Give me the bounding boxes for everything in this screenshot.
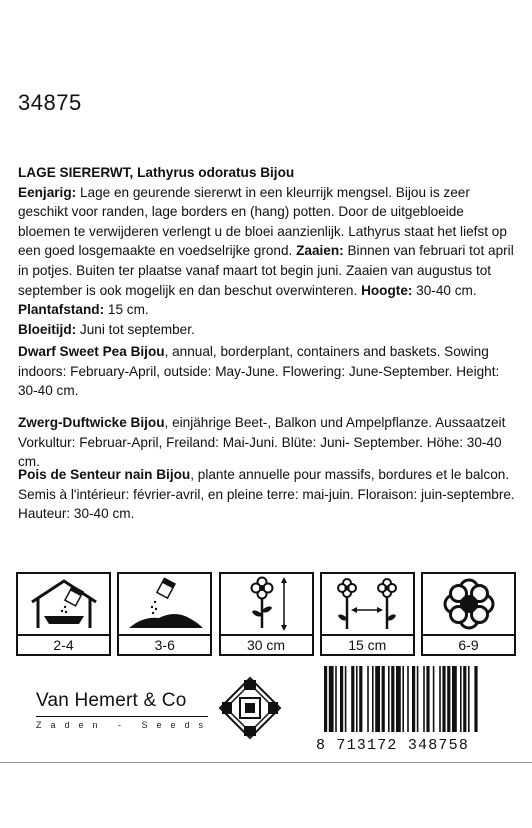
barcode-bar [452, 666, 457, 732]
label-annual: Eenjarig: [18, 184, 77, 200]
english-description [18, 342, 518, 401]
french-name: Pois de Senteur nain Bijou [18, 467, 191, 482]
label-flowering: Bloeitijd: [18, 321, 77, 337]
barcode-bar [402, 666, 404, 732]
english-name: Dwarf Sweet Pea Bijou [18, 344, 165, 359]
label-sowing: Zaaien: [296, 243, 344, 259]
brand-divider [36, 716, 208, 717]
brand-badge-icon [218, 676, 282, 740]
barcode-bar [474, 666, 477, 732]
outdoor-sowing-icon [125, 576, 205, 632]
label-spacing: Plantafstand: [18, 302, 105, 318]
barcode-bar [351, 666, 354, 732]
german-description [18, 413, 518, 472]
barcode-bar [439, 666, 441, 732]
barcode-bar [329, 666, 334, 732]
article-number: 34875 [18, 90, 82, 115]
french-text: , plante annuelle pour massifs, bordures et le balcon. Semis à l'intérieur: février-avril, en pleine terre: mai-juin. Floraison: juin-septembre. Hauteur: 30-40 cm. [18, 467, 515, 522]
barcode-digits: 8 713172 348758 [316, 737, 470, 754]
bottom-divider [0, 762, 532, 763]
barcode-bar [412, 666, 415, 732]
dutch-text-5: Juni tot september. [76, 321, 195, 337]
barcode-bar [407, 666, 409, 732]
plant-height-icon [226, 576, 306, 632]
dutch-text-4: 15 cm. [104, 302, 149, 318]
barcode-bar [340, 666, 343, 732]
plant-spacing-value: 15 cm [348, 637, 387, 653]
tile-outdoor-sowing [117, 572, 212, 656]
tile-plant-spacing [320, 572, 415, 656]
product-barcode [322, 666, 518, 736]
barcode-bar [391, 666, 394, 732]
french-description [18, 465, 518, 524]
barcode-bar [463, 666, 466, 732]
barcode-bar [447, 666, 450, 732]
barcode-bar [468, 666, 470, 732]
barcode-bar [388, 666, 390, 732]
barcode-bar [442, 666, 445, 732]
tile-plant-height [219, 572, 314, 656]
barcode-bar [417, 666, 419, 732]
dutch-description [18, 163, 518, 339]
tile-indoor-sowing [16, 572, 111, 656]
barcode-bar [367, 666, 369, 732]
indoor-sowing-months: 2-4 [53, 637, 74, 653]
plant-spacing-icon [327, 576, 407, 632]
barcode-bar [382, 666, 385, 732]
sowing-info-icons [16, 572, 516, 656]
barcode-bar [345, 666, 347, 732]
brand-tagline: Zaden - Seeds [36, 720, 213, 730]
german-name: Zwerg-Duftwicke Bijou [18, 415, 165, 430]
flowering-months: 6-9 [458, 637, 479, 653]
barcode-bar [372, 666, 374, 732]
barcode-bar [375, 666, 380, 732]
outdoor-sowing-months: 3-6 [154, 637, 175, 653]
dutch-text-3: 30-40 cm. [412, 282, 477, 298]
barcode-bar [423, 666, 425, 732]
dutch-title: LAGE SIERERWT, Lathyrus odoratus Bijou [18, 165, 295, 180]
barcode-bar [396, 666, 401, 732]
barcode-bar [460, 666, 462, 732]
barcode-bar [356, 666, 358, 732]
barcode-bar [335, 666, 337, 732]
barcode-bar [359, 666, 362, 732]
barcode-bar [324, 666, 327, 732]
label-height: Hoogte: [361, 282, 413, 298]
flowering-icon [429, 576, 509, 632]
barcode-bar [426, 666, 429, 732]
german-text: , einjährige Beet-, Balkon und Ampelpflanze. Aussaatzeit Vorkultur: Februar-April, Freiland: Mai-Juni. Blüte: Juni- September. Höhe: 30-40 cm. [18, 415, 506, 470]
dutch-text-1: Lage en geurende siererwt in een kleurrijk mengsel. Bijou is zeer geschikt voor randen, lage borders en (hang) potten. Door de uitgebloeide bloemen te verwijderen verlengt u de bloei aanzienlijk. Lathyrus staat het liefst op een goed losgemaakte en voedselrijke grond. [18, 184, 507, 259]
indoor-sowing-icon [24, 576, 104, 632]
tile-flowering [421, 572, 516, 656]
brand-logo [36, 690, 216, 730]
dutch-text-2: Binnen van februari tot april in potjes. Buiten ter plaatse vanaf maart tot begin juni. Zaaien van augustus tot september is ook mogelijk en dan beschut overwinteren. [18, 243, 514, 298]
brand-name: Van Hemert & Co [36, 690, 187, 711]
plant-height-value: 30 cm [246, 637, 286, 653]
barcode-bar [433, 666, 435, 732]
english-text: , annual, borderplant, containers and baskets. Sowing indoors: February-April, outside: May-June. Flowering: June-September. Height: 30-40 cm. [18, 344, 500, 399]
